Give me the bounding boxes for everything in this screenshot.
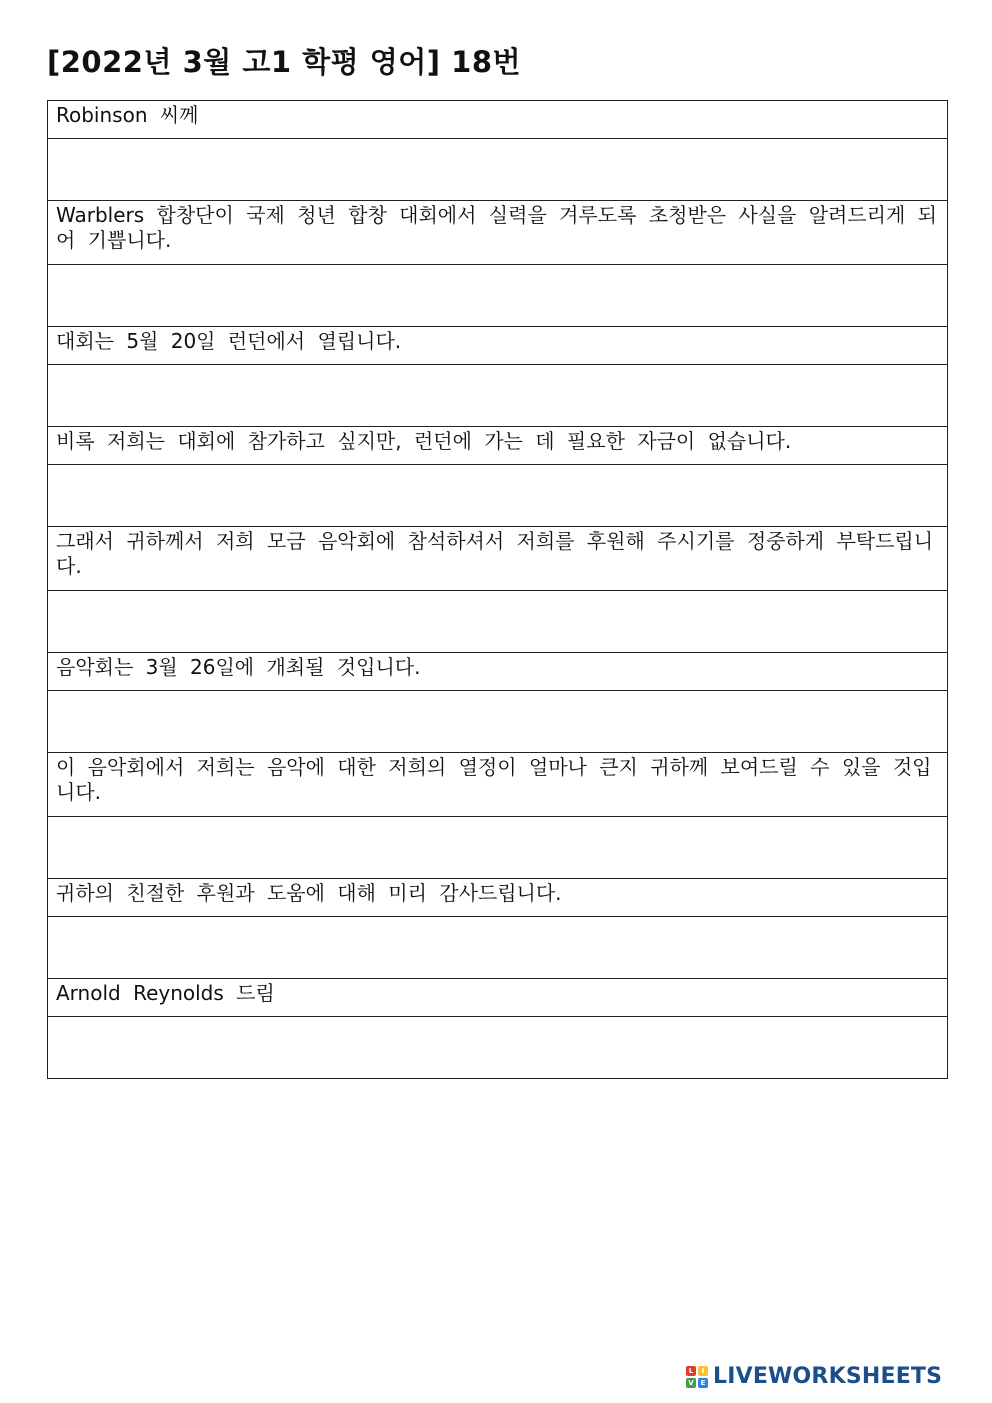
sentence-row: Robinson 씨께: [48, 101, 947, 139]
answer-row: [48, 465, 947, 527]
sentence-row: 귀하의 친절한 후원과 도움에 대해 미리 감사드립니다.: [48, 879, 947, 917]
answer-row: [48, 365, 947, 427]
answer-row: [48, 591, 947, 653]
answer-input[interactable]: [48, 139, 947, 200]
answer-input[interactable]: [48, 1017, 947, 1078]
answer-row: [48, 817, 947, 879]
logo-tile: I: [698, 1366, 708, 1376]
answer-row: [48, 1017, 947, 1079]
answer-row: [48, 265, 947, 327]
answer-input[interactable]: [48, 465, 947, 526]
sentence-row: 비록 저희는 대회에 참가하고 싶지만, 런던에 가는 데 필요한 자금이 없습니다.: [48, 427, 947, 465]
logo-tile: L: [686, 1366, 696, 1376]
sentence-row: 그래서 귀하께서 저희 모금 음악회에 참석하셔서 저희를 후원해 주시기를 정중하게 부탁드립니다.: [48, 527, 947, 591]
sentence-row: Warblers 합창단이 국제 청년 합창 대회에서 실력을 겨루도록 초청받은 사실을 알려드리게 되어 기쁩니다.: [48, 201, 947, 265]
answer-input[interactable]: [48, 265, 947, 326]
answer-row: [48, 691, 947, 753]
sentence-row: Arnold Reynolds 드림: [48, 979, 947, 1017]
answer-row: [48, 139, 947, 201]
page-title: [2022년 3월 고1 학평 영어] 18번: [47, 45, 522, 79]
sentence-row: 음악회는 3월 26일에 개최될 것입니다.: [48, 653, 947, 691]
logo-tile: V: [686, 1378, 696, 1388]
sentence-row: 대회는 5월 20일 런던에서 열립니다.: [48, 327, 947, 365]
logo-tile: E: [698, 1378, 708, 1388]
answer-input[interactable]: [48, 691, 947, 752]
answer-input[interactable]: [48, 817, 947, 878]
liveworksheets-logo-icon: [686, 1366, 708, 1388]
answer-input[interactable]: [48, 917, 947, 978]
answer-input[interactable]: [48, 591, 947, 652]
answer-row: [48, 917, 947, 979]
brand-name: LIVEWORKSHEETS: [713, 1364, 943, 1389]
worksheet-table: [47, 100, 948, 1079]
brand[interactable]: [686, 1364, 942, 1389]
answer-input[interactable]: [48, 365, 947, 426]
sentence-row: 이 음악회에서 저희는 음악에 대한 저희의 열정이 얼마나 큰지 귀하께 보여드릴 수 있을 것입니다.: [48, 753, 947, 817]
